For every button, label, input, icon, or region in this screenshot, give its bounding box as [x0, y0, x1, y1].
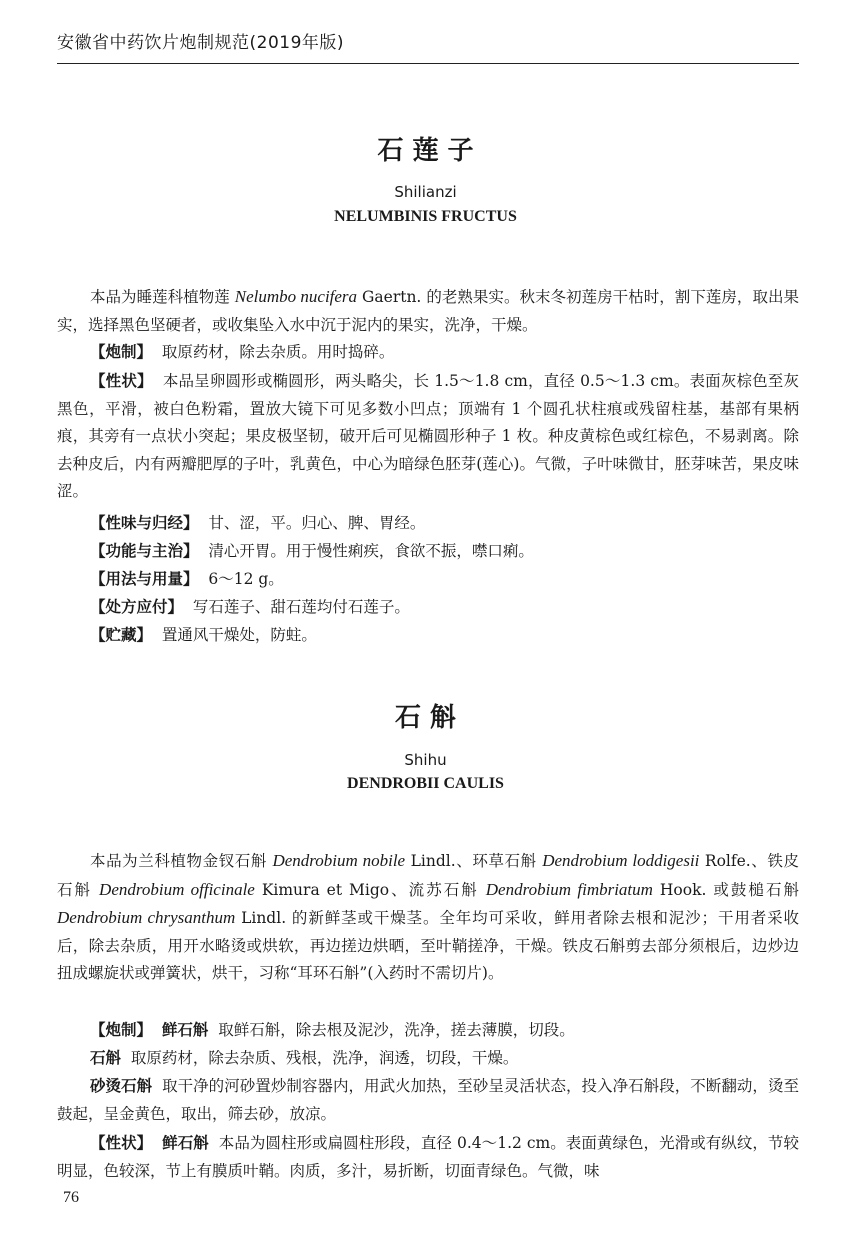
section-xingzhuang-shihu [57, 1130, 799, 1185]
intro-text: 本品为睡莲科植物莲 [90, 288, 235, 306]
scientific-name: Dendrobium loddigesii [542, 851, 700, 870]
section-zhucang [57, 622, 799, 650]
section-label: 【炮制】 [90, 1021, 153, 1039]
section-label: 【性状】 [90, 1134, 153, 1152]
section-chufang [57, 594, 799, 622]
section-text: 甘、涩，平。归心、脾、胃经。 [208, 514, 426, 532]
subsection-label: 鲜石斛 [162, 1134, 209, 1152]
intro-paragraph-shilianzi [57, 283, 799, 339]
subsection-label: 鲜石斛 [161, 1021, 209, 1039]
section-label: 【炮制】 [90, 343, 153, 361]
section-label: 【性状】 [90, 372, 153, 390]
intro-text: Gaertn. 的老熟果实。秋末冬初莲房干枯时，割下莲房，取出果实，选择黑色坚硬者，或收集坠入水中沉于泥内的果实，洗净，干燥。 [57, 288, 799, 334]
entry-title-shihu: 石 斛 [394, 703, 457, 733]
header-divider [57, 63, 799, 64]
intro-paragraph-shihu [57, 847, 799, 988]
section-yongfa [57, 566, 799, 594]
subsection-label: 砂烫石斛 [90, 1077, 153, 1095]
section-text: 取鲜石斛，除去根及泥沙，洗净，搓去薄膜，切段。 [218, 1021, 575, 1039]
section-text: 6～12 g。 [208, 570, 284, 588]
section-label: 【贮藏】 [90, 626, 153, 644]
section-text: 清心开胃。用于慢性痢疾，食欲不振，噤口痢。 [208, 542, 534, 560]
scientific-name: Dendrobium chrysanthum [57, 908, 236, 927]
intro-text: Kimura et Migo、流苏石斛 [254, 880, 486, 899]
section-text: 本品呈卵圆形或椭圆形，两头略尖，长 1.5～1.8 cm，直径 0.5～1.3 cm。表面灰棕色至灰黑色，平滑，被白色粉霜，置放大镜下可见多数小凹点；顶端有 1 个圆孔状柱痕或残留柱基，基部有果柄痕，其旁有一点状小突起；果皮极坚韧，破开后可见椭圆形种子 1 枚。种皮黄棕色或红棕色，不易剥离。除去种皮后，内有两瓣肥厚的子叶，乳黄色，中心为暗绿色胚芽(莲心)。气微，子叶味微甘，胚芽味苦，果皮味涩。 [57, 372, 799, 500]
section-text: 写石莲子、甜石莲均付石莲子。 [192, 598, 410, 616]
section-text: 取干净的河砂置炒制容器内，用武火加热，至砂呈灵活状态，投入净石斛段，不断翻动，烫至鼓起，呈金黄色，取出，筛去砂，放凉。 [57, 1077, 799, 1123]
intro-text: Hook. 或鼓槌石斛 [652, 880, 800, 899]
intro-text: Lindl. 的新鲜茎或干燥茎。全年均可采收，鲜用者除去根和泥沙；干用者采收后，除去杂质，用开水略烫或烘软，再边搓边烘晒，至叶鞘搓净，干燥。铁皮石斛剪去部分须根后，边炒边扭成螺旋状或弹簧状，烘干，习称“耳环石斛”(入药时不需切片)。 [57, 909, 799, 982]
scientific-name: Dendrobium fimbriatum [485, 879, 653, 899]
entry-pinyin-shilianzi: Shilianzi [394, 183, 457, 201]
entry-latin-shilianzi: NELUMBINIS FRUCTUS [334, 208, 517, 225]
section-paozhi-shihu [57, 1045, 799, 1073]
entry-pinyin-shihu: Shihu [404, 751, 447, 769]
section-paozhi-shatang [57, 1073, 799, 1128]
entry-latin-shihu: DENDROBII CAULIS [347, 775, 504, 792]
scientific-name: Dendrobium nobile [272, 851, 406, 870]
running-header: 安徽省中药饮片炮制规范(2019年版) [57, 33, 345, 53]
scientific-name: Dendrobium officinale [99, 879, 255, 899]
section-text: 本品为圆柱形或扁圆柱形段，直径 0.4～1.2 cm。表面黄绿色，光滑或有纵纹，节较明显，色较深，节上有膜质叶鞘。肉质，多汁，易折断，切面青绿色。气微，味 [57, 1134, 799, 1180]
section-xingwei [57, 510, 799, 538]
section-label: 【处方应付】 [90, 598, 184, 616]
section-paozhi [57, 339, 799, 367]
section-label: 【用法与用量】 [90, 570, 199, 588]
intro-text: Lindl.、环草石斛 [405, 852, 543, 870]
section-xingzhuang [57, 368, 799, 506]
section-paozhi-xian [57, 1017, 799, 1045]
section-label: 【功能与主治】 [90, 542, 199, 560]
intro-text: 本品为兰科植物金钗石斛 [90, 852, 273, 870]
subsection-label: 石斛 [90, 1049, 122, 1067]
scientific-name: Nelumbo nucifera [234, 287, 358, 306]
section-text: 置通风干燥处，防蛀。 [161, 626, 317, 644]
page-number: 76 [63, 1189, 79, 1206]
section-label: 【性味与归经】 [90, 514, 199, 532]
section-text: 取原药材，除去杂质。用时捣碎。 [161, 343, 395, 361]
section-text: 取原药材，除去杂质、残根，洗净，润透，切段，干燥。 [130, 1049, 519, 1067]
entry-title-shilianzi: 石 莲 子 [377, 136, 474, 166]
section-gongneng [57, 538, 799, 566]
intro-text: Rolfe.、铁皮石斛 [57, 852, 799, 899]
